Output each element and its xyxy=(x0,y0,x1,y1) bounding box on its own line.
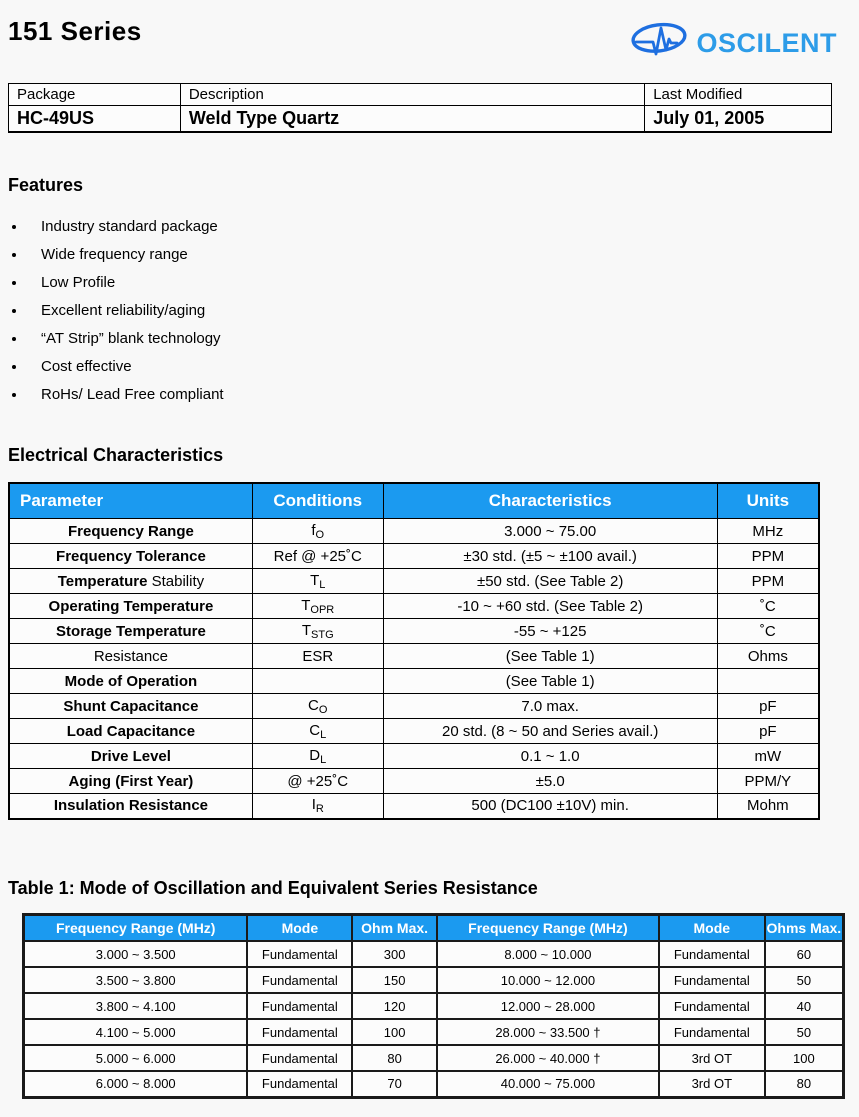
table1-row xyxy=(24,1019,844,1045)
freq-range-right-cell: 40.000 ~ 75.000 xyxy=(437,1071,659,1097)
feature-item: • Cost effective xyxy=(27,358,851,375)
characteristics-cell: 3.000 ~ 75.00 xyxy=(383,519,717,544)
freq-range-right-cell: 26.000 ~ 40.000 † xyxy=(437,1045,659,1071)
oscilent-waveform-ellipse-icon xyxy=(626,18,690,69)
freq-range-left-cell: 6.000 ~ 8.000 xyxy=(24,1071,248,1097)
electrical-row xyxy=(9,769,819,794)
mode-right-cell: Fundamental xyxy=(659,941,765,967)
feature-item: • Excellent reliability/aging xyxy=(27,302,851,319)
table1-header-freq-left: Frequency Range (MHz) xyxy=(24,914,248,941)
table1-heading: Table 1: Mode of Oscillation and Equivalent Series Resistance xyxy=(8,877,538,898)
mode-right-cell: Fundamental xyxy=(659,967,765,993)
table1-row xyxy=(24,1045,844,1071)
info-header-last-modified: Last Modified xyxy=(645,84,832,106)
info-value-package: HC-49US xyxy=(9,106,181,132)
characteristics-cell: 500 (DC100 ±10V) min. xyxy=(383,794,717,819)
characteristics-cell: (See Table 1) xyxy=(383,644,717,669)
parameter-cell: Temperature Stability xyxy=(9,569,252,594)
parameter-cell: Shunt Capacitance xyxy=(9,694,252,719)
ohms-max-right-cell: 80 xyxy=(765,1071,844,1097)
characteristics-cell: (See Table 1) xyxy=(383,669,717,694)
feature-item: • Low Profile xyxy=(27,274,851,291)
ohms-max-right-cell: 50 xyxy=(765,1019,844,1045)
feature-item: • RoHs/ Lead Free compliant xyxy=(27,386,851,403)
electrical-row xyxy=(9,719,819,744)
parameter-cell: Frequency Range xyxy=(9,519,252,544)
electrical-row xyxy=(9,619,819,644)
parameter-cell: Frequency Tolerance xyxy=(9,544,252,569)
electrical-row xyxy=(9,794,819,819)
conditions-cell: Ref @ +25˚C xyxy=(252,544,383,569)
parameter-cell: Resistance xyxy=(9,644,252,669)
feature-item: • Industry standard package xyxy=(27,218,851,235)
ohms-max-right-cell: 50 xyxy=(765,967,844,993)
mode-left-cell: Fundamental xyxy=(247,967,352,993)
units-cell: PPM xyxy=(717,569,819,594)
conditions-cell xyxy=(252,669,383,694)
units-cell: pF xyxy=(717,694,819,719)
info-header-row xyxy=(9,84,832,106)
table1-header-ohms-right: Ohms Max. xyxy=(765,914,844,941)
mode-right-cell: Fundamental xyxy=(659,993,765,1019)
electrical-row xyxy=(9,594,819,619)
characteristics-cell: ±50 std. (See Table 2) xyxy=(383,569,717,594)
page-header xyxy=(8,14,851,66)
units-cell: PPM xyxy=(717,544,819,569)
parameter-cell: Mode of Operation xyxy=(9,669,252,694)
conditions-cell: $C_L$ xyxy=(252,719,383,744)
units-cell: pF xyxy=(717,719,819,744)
table1-header-freq-right: Frequency Range (MHz) xyxy=(437,914,659,941)
mode-right-cell: Fundamental xyxy=(659,1019,765,1045)
freq-range-left-cell: 3.000 ~ 3.500 xyxy=(24,941,248,967)
characteristics-cell: -10 ~ +60 std. (See Table 2) xyxy=(383,594,717,619)
info-header-description: Description xyxy=(180,84,644,106)
conditions-cell: $C_O$ xyxy=(252,694,383,719)
conditions-cell: ESR xyxy=(252,644,383,669)
freq-range-right-cell: 28.000 ~ 33.500 † xyxy=(437,1019,659,1045)
feature-item: • “AT Strip” blank technology xyxy=(27,330,851,347)
ohm-max-left-cell: 120 xyxy=(352,993,437,1019)
ohms-max-right-cell: 40 xyxy=(765,993,844,1019)
electrical-row xyxy=(9,644,819,669)
ohms-max-right-cell: 60 xyxy=(765,941,844,967)
mode-left-cell: Fundamental xyxy=(247,1019,352,1045)
characteristics-cell: 7.0 max. xyxy=(383,694,717,719)
info-value-description: Weld Type Quartz xyxy=(180,106,644,132)
mode-right-cell: 3rd OT xyxy=(659,1045,765,1071)
company-logo xyxy=(626,14,851,69)
freq-range-left-cell: 4.100 ~ 5.000 xyxy=(24,1019,248,1045)
table1-header-mode-right: Mode xyxy=(659,914,765,941)
parameter-cell: Operating Temperature xyxy=(9,594,252,619)
conditions-cell: $T_{OPR}$ xyxy=(252,594,383,619)
freq-range-right-cell: 12.000 ~ 28.000 xyxy=(437,993,659,1019)
characteristics-cell: -55 ~ +125 xyxy=(383,619,717,644)
table1-row xyxy=(24,993,844,1019)
parameter-cell: Load Capacitance xyxy=(9,719,252,744)
mode-esr-table xyxy=(22,913,845,1099)
mode-left-cell: Fundamental xyxy=(247,941,352,967)
table1-header-ohm-left: Ohm Max. xyxy=(352,914,437,941)
ohm-max-left-cell: 100 xyxy=(352,1019,437,1045)
freq-range-left-cell: 3.500 ~ 3.800 xyxy=(24,967,248,993)
units-cell: PPM/Y xyxy=(717,769,819,794)
ohm-max-left-cell: 80 xyxy=(352,1045,437,1071)
package-info-table xyxy=(8,83,832,133)
conditions-cell: $D_L$ xyxy=(252,744,383,769)
info-header-package: Package xyxy=(9,84,181,106)
conditions-cell: @ +25˚C xyxy=(252,769,383,794)
table1-header-mode-left: Mode xyxy=(247,914,352,941)
table1-row xyxy=(24,1071,844,1097)
electrical-header-row xyxy=(9,483,819,519)
ohm-max-left-cell: 150 xyxy=(352,967,437,993)
ohm-max-left-cell: 300 xyxy=(352,941,437,967)
electrical-row xyxy=(9,519,819,544)
freq-range-left-cell: 3.800 ~ 4.100 xyxy=(24,993,248,1019)
table1-row xyxy=(24,941,844,967)
conditions-cell: $T_L$ xyxy=(252,569,383,594)
page-title: 151 Series xyxy=(8,16,142,46)
freq-range-right-cell: 10.000 ~ 12.000 xyxy=(437,967,659,993)
ohm-max-left-cell: 70 xyxy=(352,1071,437,1097)
table1-header-row xyxy=(24,914,844,941)
conditions-cell: $I_R$ xyxy=(252,794,383,819)
electrical-header-characteristics: Characteristics xyxy=(383,483,717,519)
electrical-row xyxy=(9,669,819,694)
electrical-heading: Electrical Characteristics xyxy=(8,444,224,465)
units-cell: Ohms xyxy=(717,644,819,669)
electrical-header-parameter: Parameter xyxy=(9,483,252,519)
units-cell: ˚C xyxy=(717,594,819,619)
electrical-row xyxy=(9,544,819,569)
features-heading: Features xyxy=(8,174,84,195)
table1-row xyxy=(24,967,844,993)
mode-left-cell: Fundamental xyxy=(247,1071,352,1097)
mode-right-cell: 3rd OT xyxy=(659,1071,765,1097)
electrical-header-units: Units xyxy=(717,483,819,519)
parameter-cell: Aging (First Year) xyxy=(9,769,252,794)
units-cell xyxy=(717,669,819,694)
freq-range-right-cell: 8.000 ~ 10.000 xyxy=(437,941,659,967)
logo-wordmark: OSCILENT xyxy=(696,28,837,58)
units-cell: Mohm xyxy=(717,794,819,819)
characteristics-cell: ±30 std. (±5 ~ ±100 avail.) xyxy=(383,544,717,569)
characteristics-cell: ±5.0 xyxy=(383,769,717,794)
parameter-cell: Insulation Resistance xyxy=(9,794,252,819)
conditions-cell: $f_O$ xyxy=(252,519,383,544)
characteristics-cell: 20 std. (8 ~ 50 and Series avail.) xyxy=(383,719,717,744)
parameter-cell: Drive Level xyxy=(9,744,252,769)
conditions-cell: $T_{STG}$ xyxy=(252,619,383,644)
electrical-characteristics-table xyxy=(8,482,820,820)
units-cell: MHz xyxy=(717,519,819,544)
electrical-row xyxy=(9,569,819,594)
freq-range-left-cell: 5.000 ~ 6.000 xyxy=(24,1045,248,1071)
electrical-row xyxy=(9,744,819,769)
units-cell: mW xyxy=(717,744,819,769)
mode-left-cell: Fundamental xyxy=(247,1045,352,1071)
features-list xyxy=(27,218,851,403)
mode-left-cell: Fundamental xyxy=(247,993,352,1019)
electrical-row xyxy=(9,694,819,719)
parameter-cell: Storage Temperature xyxy=(9,619,252,644)
units-cell: ˚C xyxy=(717,619,819,644)
info-value-row xyxy=(9,106,832,132)
ohms-max-right-cell: 100 xyxy=(765,1045,844,1071)
electrical-header-conditions: Conditions xyxy=(252,483,383,519)
characteristics-cell: 0.1 ~ 1.0 xyxy=(383,744,717,769)
info-value-last-modified: July 01, 2005 xyxy=(645,106,832,132)
feature-item: • Wide frequency range xyxy=(27,246,851,263)
